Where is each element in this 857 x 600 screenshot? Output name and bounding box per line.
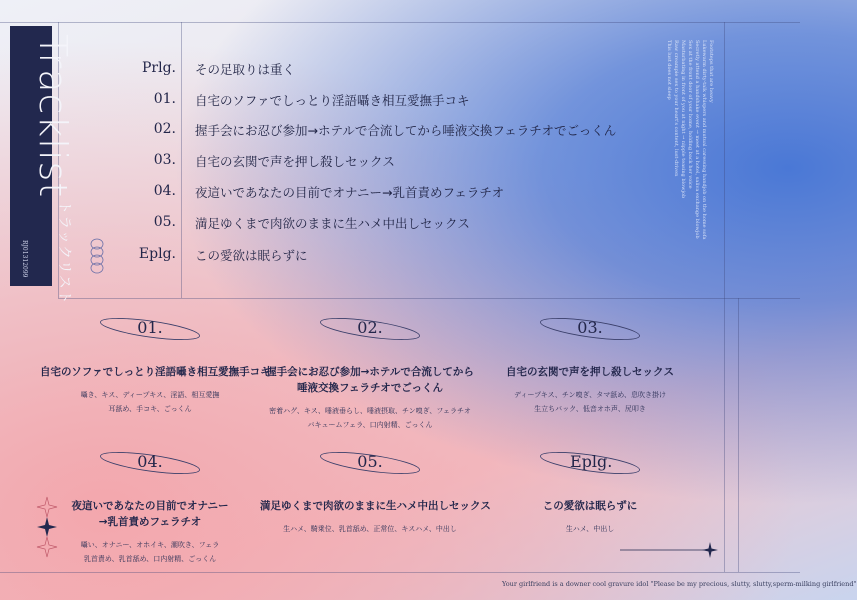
- track-number: 01.: [153, 91, 176, 107]
- card-title: [260, 364, 480, 396]
- card-tags: [40, 538, 260, 566]
- english-line: Lukewarm dirty-talk whispers and mutual caressing handjob on the home sofa: [701, 40, 707, 240]
- card-title-line: 握手会にお忍び参加→ホテルで合流してから: [266, 366, 474, 378]
- english-line: Raw creampie sex to your heart's content, lust-driven: [673, 40, 679, 177]
- track-card: [480, 364, 700, 416]
- title-kana: トラックリスト: [56, 200, 72, 305]
- track-title: 自宅の玄関で声を押し殺しセックス: [195, 154, 395, 169]
- track-number: 04.: [153, 183, 176, 199]
- card-tag-line: 耳舐め、手コキ、ごっくん: [108, 405, 192, 413]
- card-number: 04.: [137, 452, 163, 471]
- right-rule: [724, 22, 725, 298]
- card-tags: [40, 388, 260, 416]
- card-tag-line: 生ハメ、騎乗位、乳首舐め、正常位、キスハメ、中出し: [283, 525, 457, 533]
- card-tags: [260, 404, 480, 432]
- card-title-line: 自宅のソファでしっとり淫語囁き相互愛撫手コキ: [40, 366, 271, 378]
- card-tags: [260, 522, 480, 536]
- track-number: Eplg.: [138, 246, 176, 262]
- tracklist-divider: [181, 22, 182, 298]
- english-line: This lust does not sleep: [666, 40, 672, 100]
- card-number: 03.: [577, 318, 603, 337]
- track-number: 02.: [153, 121, 176, 137]
- page-title: [31, 34, 75, 305]
- track-card: [40, 498, 260, 566]
- track-title: この愛欲は眠らずに: [195, 248, 308, 263]
- sparkle-icons: [36, 496, 58, 558]
- card-title: [40, 364, 271, 380]
- track-title: 満足ゆくまで肉欲のままに生ハメ中出しセックス: [195, 216, 470, 231]
- track-title: 夜這いであなたの目前でオナニー→乳首責めフェラチオ: [195, 185, 505, 200]
- track-number: Prlg.: [141, 60, 176, 76]
- english-tracklist: [514, 40, 714, 240]
- card-title: [480, 498, 700, 514]
- track-card: [480, 498, 700, 536]
- card-title: [260, 498, 491, 514]
- rings-icon: [90, 238, 104, 274]
- card-title-line: 自宅の玄関で声を押し殺しセックス: [506, 366, 674, 378]
- card-title-line: 満足ゆくまで肉欲のままに生ハメ中出しセックス: [260, 500, 491, 512]
- card-number: Eplg.: [570, 452, 613, 471]
- footer-caption: Your girlfriend is a downer cool gravure idol "Please be my precious, slutty, slutty,sperm-milking girlfriend": [502, 580, 857, 588]
- english-line: Footsteps that are heavy: [708, 40, 714, 103]
- track-number: 03.: [153, 152, 176, 168]
- track-number: 05.: [153, 214, 176, 230]
- english-line: Masturbating in front of you at night → nipple teasing blowjob: [680, 40, 686, 199]
- card-tag-line: 生ハメ、中出し: [565, 525, 615, 533]
- card-number: 01.: [137, 318, 163, 337]
- far-right-rule: [738, 298, 739, 572]
- card-tag-line: 生立ちバック、低音オホ声、尻叩き: [534, 405, 646, 413]
- card-title: [480, 364, 700, 380]
- banner-tag: RJ01312099: [21, 240, 28, 278]
- card-tags: [480, 522, 700, 536]
- card-tags: [480, 388, 700, 416]
- bottom-rule: [0, 572, 800, 573]
- card-tag-line: 密着ハグ、キス、唾液垂らし、唾液摂取、チン嗅ぎ、フェラチオ: [269, 407, 471, 415]
- card-tag-line: 囁き、キス、ディープキス、淫語、相互愛撫: [80, 391, 220, 399]
- top-rule: [0, 22, 800, 23]
- track-title: 自宅のソファでしっとり淫語囁き相互愛撫手コキ: [195, 93, 470, 108]
- track-card: [260, 364, 480, 432]
- english-line: Secretly attend a handshake event → meet at a hotel, saliva exchange blowjob: [694, 40, 700, 239]
- english-line: Sex at the front door of your home, holding back her voice: [687, 40, 693, 189]
- mid-rule: [58, 298, 800, 299]
- card-title-line: この愛欲は眠らずに: [542, 500, 638, 512]
- track-card: [40, 364, 271, 416]
- card-title: [40, 498, 260, 530]
- card-number: 02.: [357, 318, 383, 337]
- track-card: [260, 498, 491, 536]
- star-icon: [600, 542, 720, 558]
- card-title-line: →乳首責めフェラチオ: [98, 516, 202, 528]
- card-number: 05.: [357, 452, 383, 471]
- title-main: Tracklist: [31, 34, 75, 199]
- track-title: その足取りは重く: [195, 62, 296, 77]
- card-title-line: 夜這いであなたの目前でオナニー: [71, 500, 229, 512]
- track-title: 握手会にお忍び参加→ホテルで合流してから唾液交換フェラチオでごっくん: [195, 123, 617, 138]
- card-title-line: 唾液交換フェラチオでごっくん: [296, 382, 444, 394]
- bottom-right-rule: [724, 298, 725, 572]
- card-tag-line: 囁い、オナニー、オホイキ、潮吹き、フェラ: [80, 541, 220, 549]
- card-tag-line: 乳首責め、乳首舐め、口内射精、ごっくん: [83, 555, 217, 563]
- card-tag-line: ディープキス、チン嗅ぎ、タマ舐め、息吹き掛け: [514, 391, 666, 399]
- card-tag-line: バキュームフェラ、口内射精、ごっくん: [307, 421, 433, 429]
